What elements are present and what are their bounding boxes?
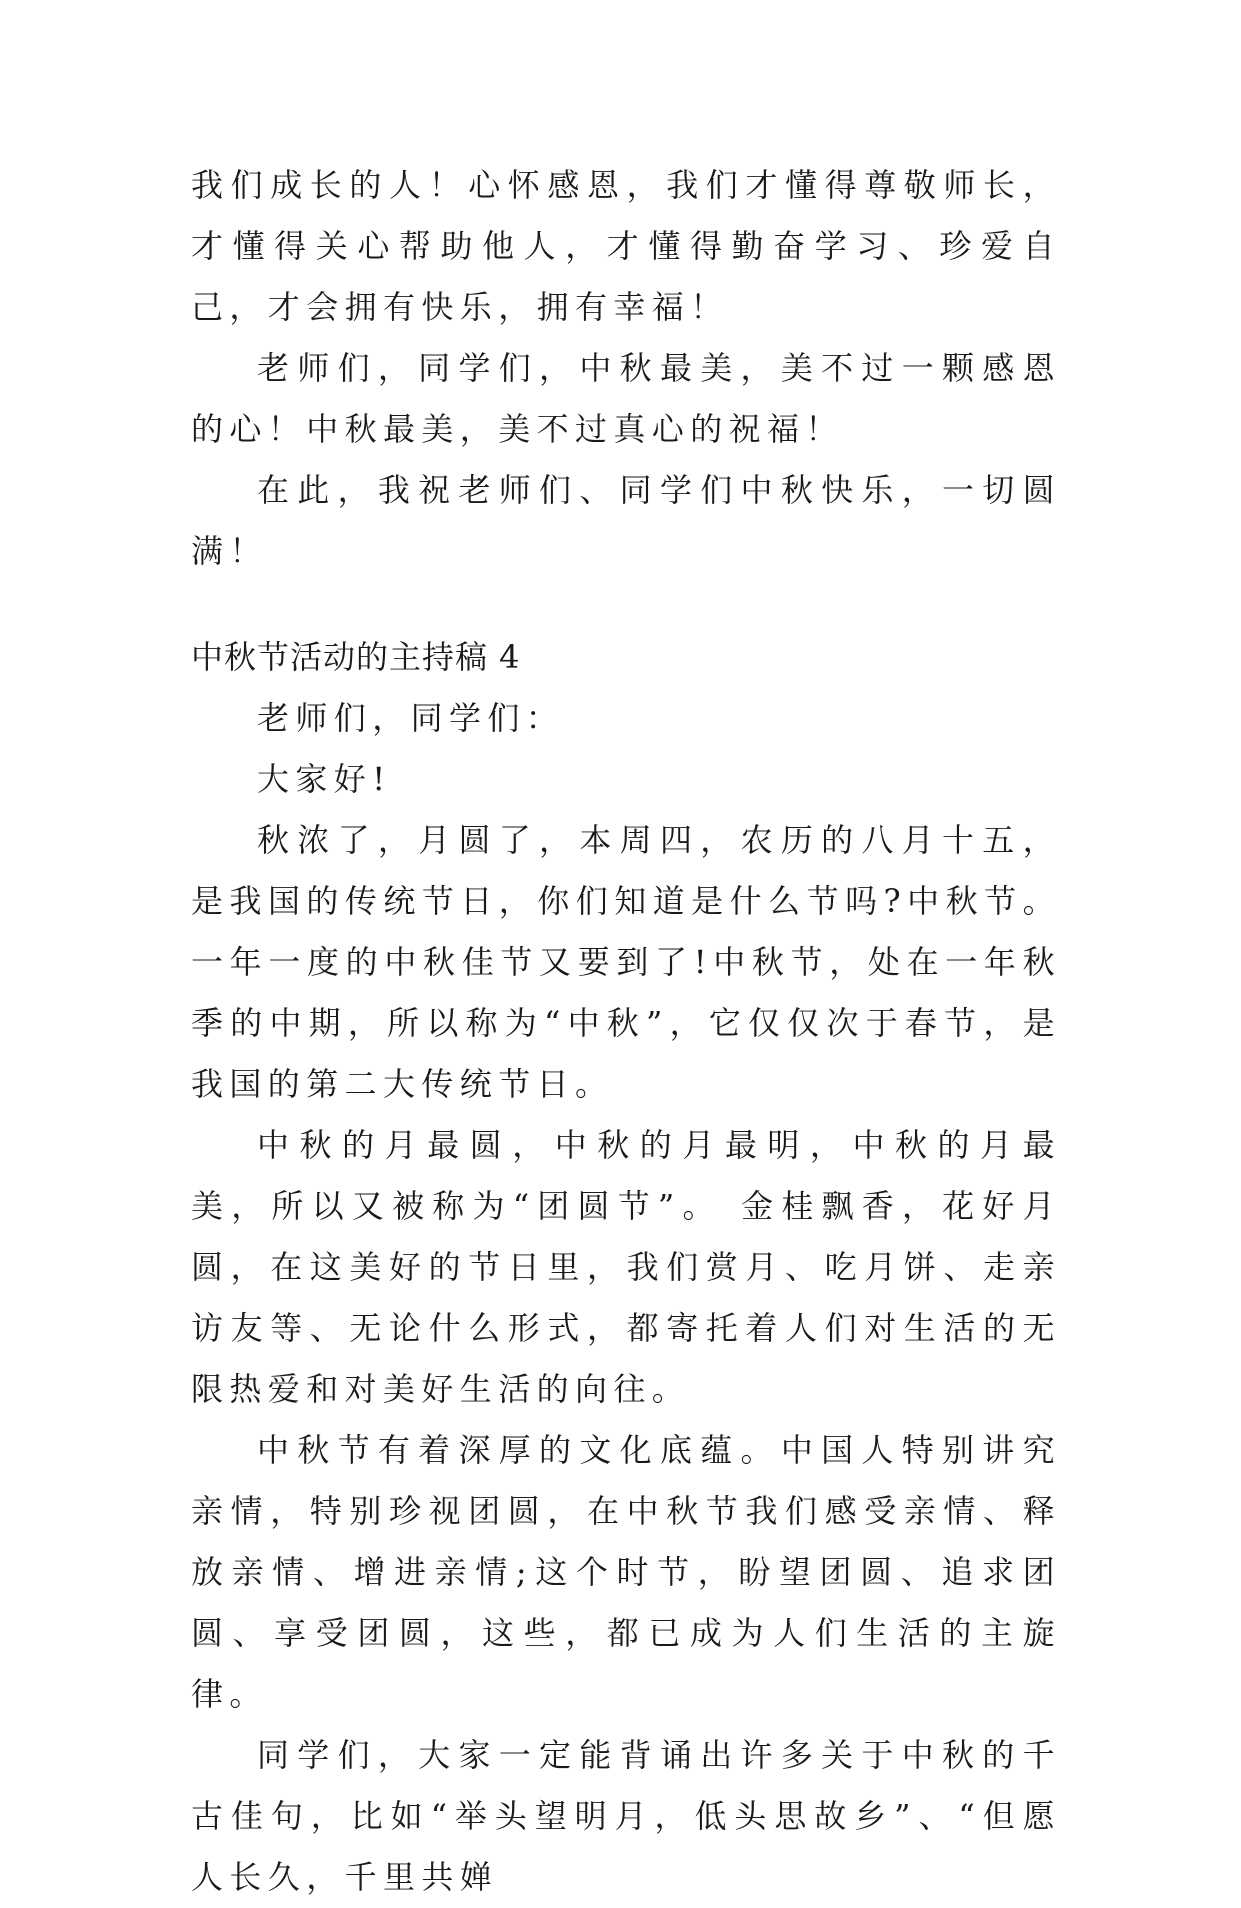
document-body — [191, 155, 1061, 1908]
paragraph: 秋浓了，月圆了，本周四，农历的八月十五，是我国的传统节日，你们知道是什么节吗?中秋节。一年一度的中秋佳节又要到了!中秋节，处在一年秋季的中期，所以称为“中秋”，它仅仅次于春节，是我国的第二大传统节日。 — [191, 821, 1061, 1103]
paragraph: 中秋节有着深厚的文化底蕴。中国人特别讲究亲情，特别珍视团圆，在中秋节我们感受亲情、释放亲情、增进亲情;这个时节，盼望团圆、追求团圆、享受团圆，这些，都已成为人们生活的主旋律。 — [191, 1431, 1061, 1713]
paragraph: 在此，我祝老师们、同学们中秋快乐，一切圆满！ — [191, 471, 1061, 570]
greeting: 大家好! — [257, 760, 392, 798]
salutation: 老师们，同学们： — [257, 699, 565, 737]
paragraph: 同学们，大家一定能背诵出许多关于中秋的千古佳句，比如“举头望明月，低头思故乡”、“但愿人长久，千里共婵 — [191, 1736, 1061, 1896]
paragraph: 中秋的月最圆，中秋的月最明，中秋的月最美，所以又被称为“团圆节”。 金桂飘香，花好月圆，在这美好的节日里，我们赏月、吃月饼、走亲访友等、无论什么形式，都寄托着人们对生活的无限热爱和对美好生活的向往。 — [191, 1126, 1061, 1408]
paragraph-continuation: 我们成长的人！心怀感恩，我们才懂得尊敬师长，才懂得关心帮助他人，才懂得勤奋学习、珍爱自己，才会拥有快乐，拥有幸福！ — [191, 166, 1061, 326]
section-title: 中秋节活动的主持稿 4 — [191, 638, 521, 676]
paragraph: 老师们，同学们，中秋最美，美不过一颗感恩的心！中秋最美，美不过真心的祝福！ — [191, 349, 1061, 448]
